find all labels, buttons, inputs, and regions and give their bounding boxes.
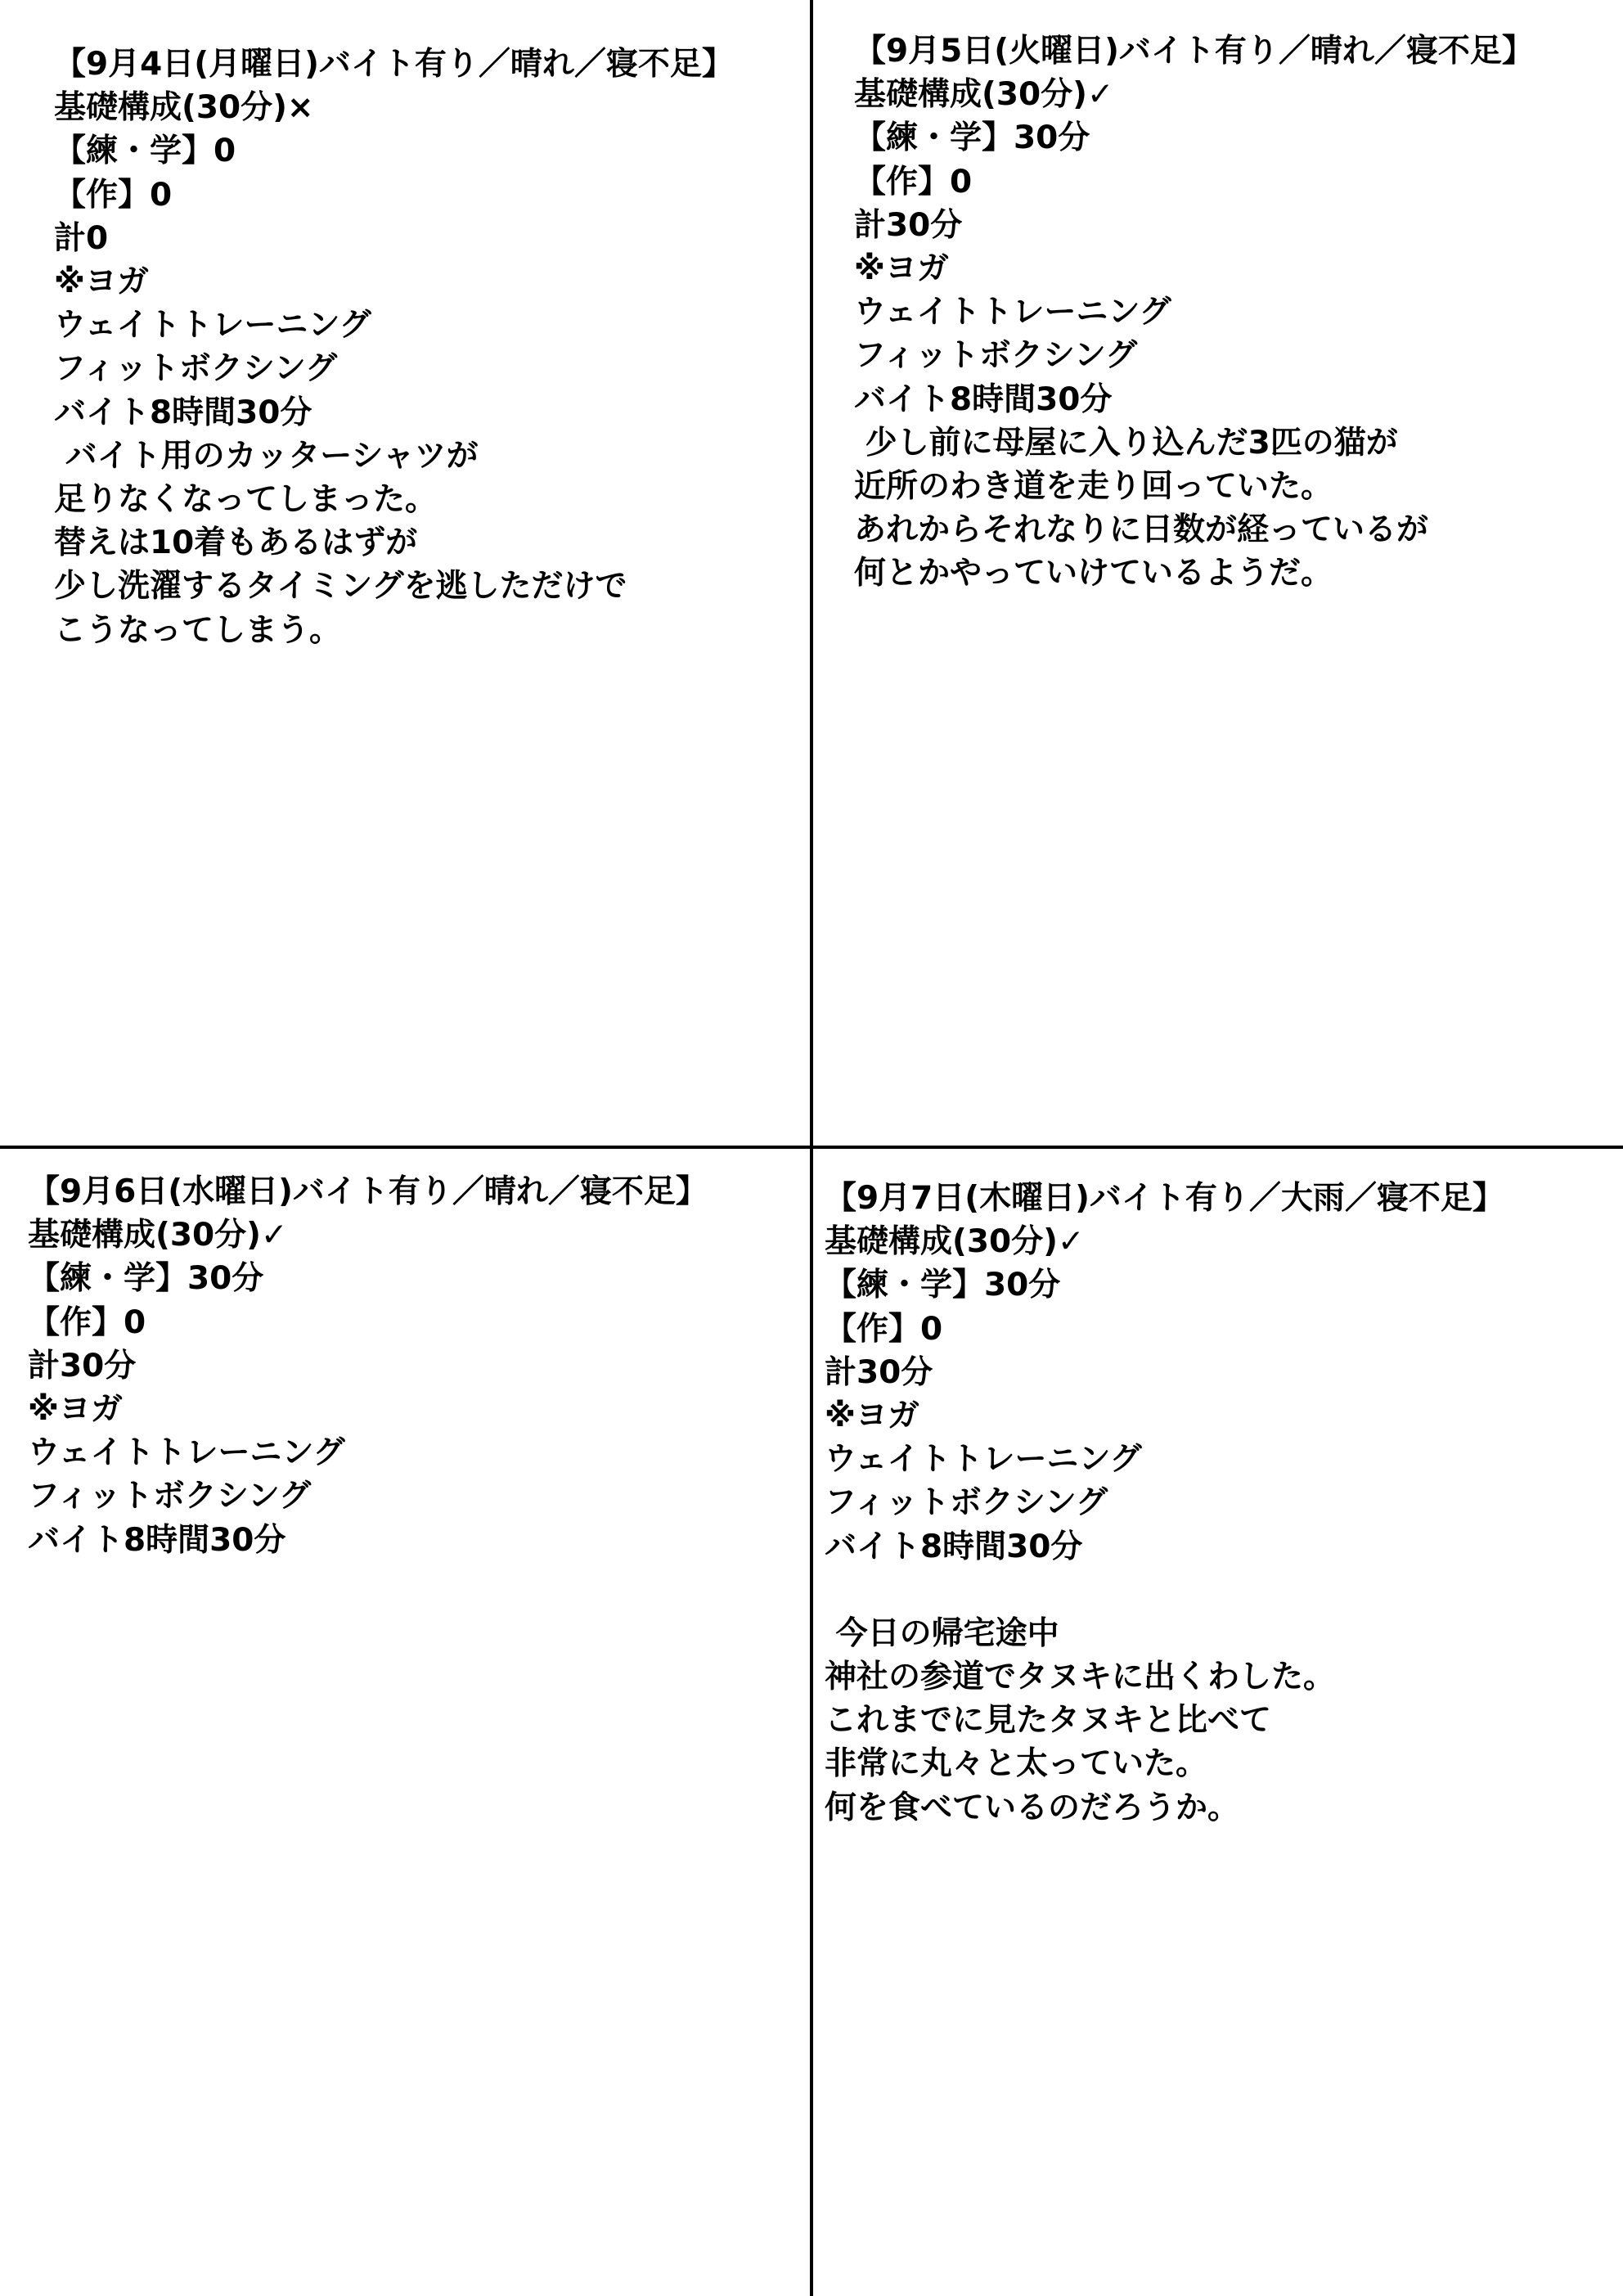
diary-entry-sep-5 [854,29,1607,596]
entry-diary-line: 少し前に母屋に入り込んだ3匹の猫が [854,424,1398,461]
entry-exercise: フィットボクシング [54,350,338,388]
entry-header: 【9月5日(火曜日)バイト有り／晴れ／寝不足】 [854,33,1534,70]
entry-work: 【作】0 [854,163,973,200]
entry-job: バイト8時間30分 [28,1521,286,1559]
entry-diary-line: 替えは10着もあるはずが [54,524,418,562]
entry-exercise: ※ヨガ [54,263,149,301]
entry-basic: 基礎構成(30分)✓ [825,1223,1085,1261]
entry-exercise: ウェイトトレーニング [854,294,1171,331]
entry-diary-line: こうなってしまう。 [54,611,342,649]
entry-exercise: ウェイトトレーニング [28,1434,345,1472]
entry-basic: 基礎構成(30分)✓ [28,1217,288,1254]
entry-job: バイト8時間30分 [825,1528,1083,1565]
entry-exercise: ウェイトトレーニング [54,307,371,344]
entry-basic: 基礎構成(30分)× [54,89,314,127]
entry-diary-line: あれからそれなりに日数が経っているが [854,511,1429,549]
entry-practice: 【練・学】30分 [28,1260,264,1298]
vertical-divider-bottom [810,1146,813,2296]
entry-job: バイト8時間30分 [54,394,312,431]
diary-entry-sep-6 [28,1170,797,1562]
entry-exercise: ※ヨガ [28,1391,123,1429]
entry-work: 【作】0 [825,1310,943,1348]
diary-entry-sep-4 [54,43,790,652]
entry-diary-line: 少し洗濯するタイミングを逃しただけで [54,568,627,606]
entry-total: 計0 [54,219,109,257]
entry-header: 【9月7日(木曜日)バイト有り／大雨／寝不足】 [825,1180,1504,1217]
entry-total: 計30分 [28,1347,137,1384]
entry-exercise: フィットボクシング [854,337,1138,375]
entry-diary-line: これまでに見たタヌキと比べて [825,1702,1272,1740]
entry-total: 計30分 [825,1353,933,1391]
entry-diary-line: 神社の参道でタヌキに出くわした。 [825,1659,1336,1696]
entry-diary-line: 足りなくなってしまった。 [54,481,438,519]
entry-job: バイト8時間30分 [854,380,1113,418]
entry-diary-line: 何を食べているのだろうか。 [825,1789,1240,1826]
entry-exercise: ※ヨガ [825,1398,919,1435]
entry-practice: 【練・学】0 [54,133,236,170]
entry-diary-line: 何とかやっていけているようだ。 [854,555,1333,592]
entry-exercise: ※ヨガ [854,250,949,288]
entry-exercise: フィットボクシング [825,1484,1108,1522]
entry-diary-line: 近所のわき道を走り回っていた。 [854,468,1333,506]
entry-practice: 【練・学】30分 [825,1267,1061,1304]
vertical-divider-top [810,0,813,1149]
entry-exercise: フィットボクシング [28,1478,312,1515]
entry-work: 【作】0 [54,176,173,214]
entry-diary-line: バイト用のカッターシャツが [54,437,479,475]
spacer [825,1569,1610,1612]
entry-basic: 基礎構成(30分)✓ [854,76,1114,114]
entry-exercise: ウェイトトレーニング [825,1441,1142,1479]
diary-entry-sep-7 [825,1177,1610,1830]
entry-diary-line: 今日の帰宅途中 [825,1614,1059,1652]
entry-header: 【9月4日(月曜日)バイト有り／晴れ／寝不足】 [54,46,734,83]
entry-header: 【9月6日(水曜日)バイト有り／晴れ／寝不足】 [28,1173,708,1210]
entry-diary-line: 非常に丸々と太っていた。 [825,1745,1208,1783]
entry-work: 【作】0 [28,1303,146,1341]
entry-total: 計30分 [854,206,963,244]
entry-practice: 【練・学】30分 [854,119,1090,157]
